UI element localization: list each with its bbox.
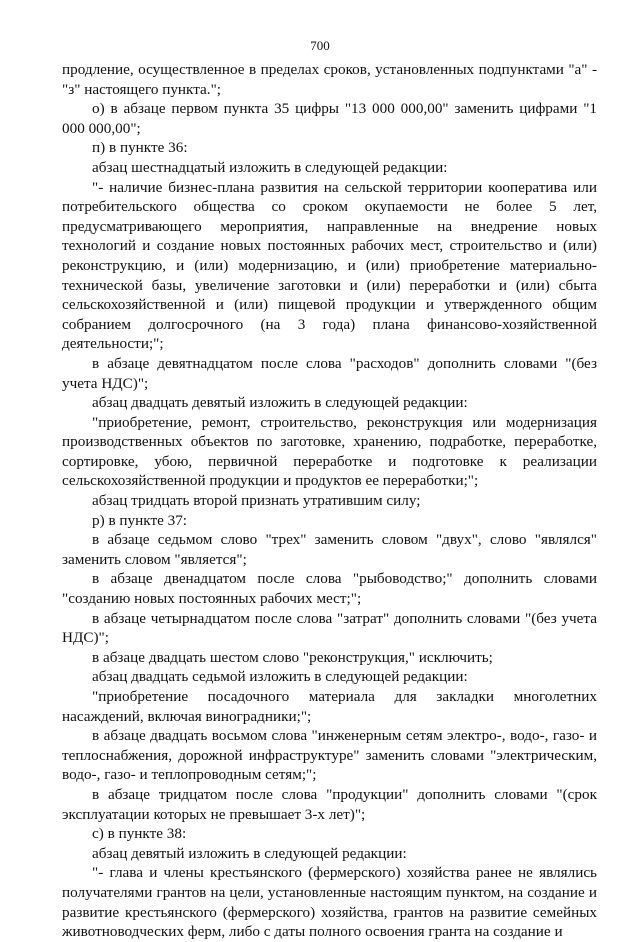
paragraph-11: в абзаце седьмом слово "трех" заменить словом "двух", слово "являлся" заменить словом "является"; [62, 531, 597, 568]
paragraph-10: р) в пункте 37: [92, 511, 188, 529]
paragraph-8: "приобретение, ремонт, строительство, реконструкция или модернизация производственных объектов по заготовке, хранению, подработке, переработке, сортировке, убою, первичной переработке и подготовке к реализации сельскохозяйственной продукции и продуктов ее переработки;"; [62, 413, 597, 490]
paragraph-12: в абзаце двенадцатом после слова "рыбоводство;" дополнить словами "созданию новых постоянных рабочих мест;"; [62, 570, 597, 608]
paragraph-2: о) в абзаце первом пункта 35 цифры "13 000 000,00" заменить цифрами "1 000 000,00"; [62, 100, 597, 137]
paragraph-13: в абзаце четырнадцатом после слова "затрат" дополнить словами "(без учета НДС)"; [62, 609, 597, 647]
paragraph-20: абзац девятый изложить в следующей редакции: [92, 844, 407, 862]
paragraph-17: в абзаце двадцать восьмом слова "инженерным сетям электро-, водо-, газо- и теплоснабжения, дорожной инфраструктуре" заменить словами "электрическим, водо-, газо- и теплопроводным сетям;"; [62, 727, 597, 784]
paragraph-7: абзац двадцать девятый изложить в следующей редакции: [92, 394, 468, 412]
paragraph-1: продление, осуществленное в пределах сроков, установленных подпунктами "а" - "з" настоящего пункта."; [62, 61, 597, 98]
paragraph-15: абзац двадцать седьмой изложить в следующей редакции: [92, 668, 468, 686]
paragraph-21: "- глава и члены крестьянского (фермерского) хозяйства ранее не являлись получателями грантов на цели, установленные настоящим пунктом, на создание и развитие крестьянского (фермерского) хозяйства, грантов на развитие семейных животноводческих ферм, либо с даты полного освоения гранта на создание и [62, 864, 597, 941]
paragraph-5: "- наличие бизнес-плана развития на сельской территории кооператива или потребительского общества со сроком окупаемости не более 5 лет, предусматривающего мероприятия, направленные на внедрение новых технологий и создание новых постоянных рабочих мест, строительство и (или) реконструкцию, и (или) модернизацию, и (или) приобретение материально-технической базы, увеличение заготовки и (или) переработки и (или) сбыта сельскохозяйственной и (или) пищевой продукции и утвержденного общим собранием долгосрочного (на 3 года) плана финансово-хозяйственной деятельности;"; [62, 178, 597, 353]
paragraph-6: в абзаце девятнадцатом после слова "расходов" дополнить словами "(без учета НДС)"; [62, 354, 597, 392]
page-number: 700 [310, 38, 330, 53]
paragraph-3: п) в пункте 36: [92, 139, 188, 157]
paragraph-9: абзац тридцать второй признать утратившим силу; [92, 492, 421, 510]
paragraph-19: с) в пункте 38: [92, 825, 187, 843]
paragraph-4: абзац шестнадцатый изложить в следующей редакции: [92, 158, 448, 176]
document-body [62, 60, 597, 942]
paragraph-14: в абзаце двадцать шестом слово "реконструкция," исключить; [92, 648, 493, 666]
paragraph-16: "приобретение посадочного материала для закладки многолетних насаждений, включая виноградники;"; [62, 688, 597, 725]
paragraph-18: в абзаце тридцатом после слова "продукции" дополнить словами "(срок эксплуатации которых не превышает 3-х лет)"; [62, 785, 597, 823]
